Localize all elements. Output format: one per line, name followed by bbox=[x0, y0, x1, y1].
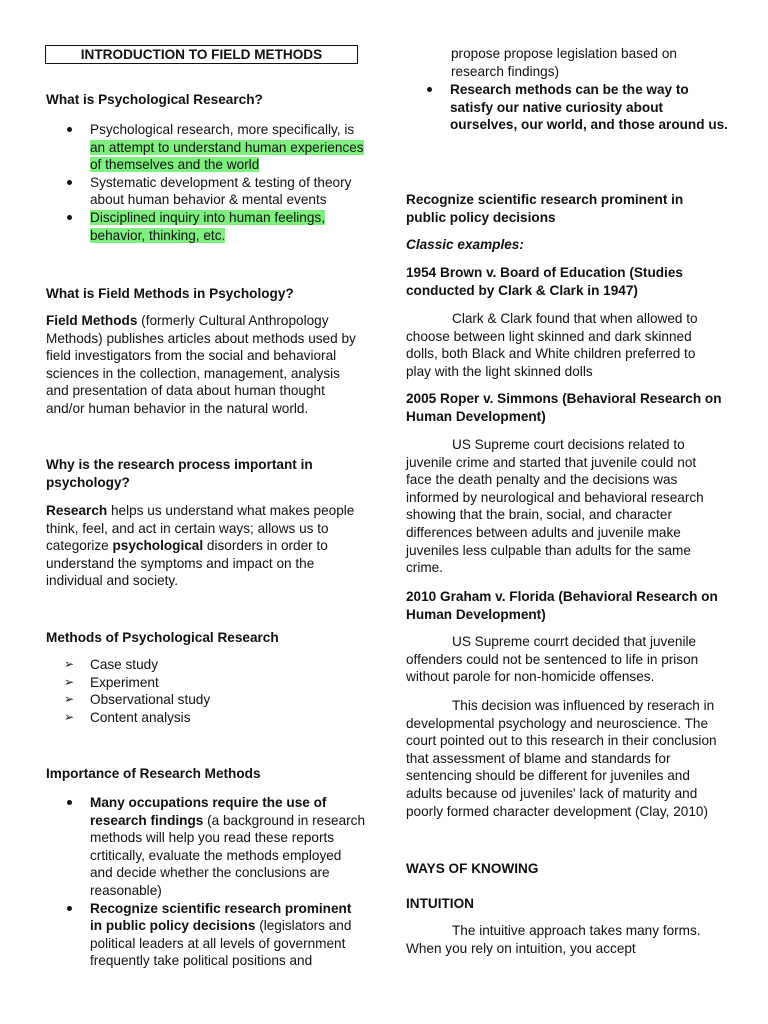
field-methods-paragraph: Field Methods (formerly Cultural Anthropology Methods) publishes articles about methods used by field investigators from the social and behavioral sciences in the collection, management, analysis and presentation of data about human thought and/or human behavior in the natural world. bbox=[46, 313, 356, 416]
list-item: Psychological research, more specifically, is an attempt to understand human experiences of themselves and the world bbox=[46, 121, 366, 174]
heading-ways-of-knowing: WAYS OF KNOWING bbox=[406, 861, 539, 876]
roper-paragraph: US Supreme court decisions related to juvenile crime and started that juvenile could not face the death penalty and the decisions was informed by neurological and behavioral research showing that the brain, social, and character differences between adults and juvenile make juveniles less culpable than adults for the same crime. bbox=[406, 437, 704, 576]
list-item: Recognize scientific research prominent in public policy decisions (legislators and political leaders at all levels of government frequently take political positions and bbox=[46, 900, 366, 970]
list-item bbox=[46, 209, 366, 244]
continued-text: propose propose legislation based on research findings) bbox=[451, 46, 677, 79]
heading-why-research: Why is the research process important in psychology? bbox=[46, 457, 313, 490]
curiosity-bullet bbox=[406, 81, 728, 134]
heading-importance: Importance of Research Methods bbox=[46, 766, 261, 781]
graham-paragraph-1: US Supreme courrt decided that juvenile offenders could not be sentenced to life in prison without parole for non-homicide offenses. bbox=[406, 634, 699, 685]
heading-roper: 2005 Roper v. Simmons (Behavioral Research on Human Development) bbox=[406, 391, 722, 424]
heading-graham: 2010 Graham v. Florida (Behavioral Research on Human Development) bbox=[406, 589, 718, 622]
heading-methods: Methods of Psychological Research bbox=[46, 630, 279, 645]
intuition-paragraph: The intuitive approach takes many forms. When you rely on intuition, you accept bbox=[406, 923, 701, 956]
list-item: ➢ Observational study bbox=[46, 691, 210, 709]
highlighted-text: an attempt to understand human experiences of themselves and the world bbox=[90, 139, 364, 173]
heading-intuition: INTUITION bbox=[406, 896, 474, 911]
list-item: Many occupations require the use of research findings (a background in research methods will help you read these reports crtitically, evaluate the methods employed and decide whether the conclusions are reasonable) bbox=[46, 794, 366, 900]
graham-paragraph-2: This decision was influenced by reserach in developmental psychology and neuroscience. The court pointed out to this research in their conclusion that assessment of blame and standards for sentencing should be different for juveniles and adults because od juveniles' lack of maturity and poorly formed character development (Clay, 2010) bbox=[406, 698, 717, 819]
psych-research-bullets bbox=[46, 121, 366, 244]
highlighted-text: Disciplined inquiry into human feelings, behavior, thinking, etc. bbox=[90, 209, 325, 243]
methods-list bbox=[46, 656, 210, 726]
list-item: Systematic development & testing of theory about human behavior & mental events bbox=[46, 174, 366, 209]
list-item: Research methods can be the way to satisfy our native curiosity about ourselves, our world, and those around us. bbox=[406, 81, 728, 134]
list-item: ➢ Content analysis bbox=[46, 709, 210, 727]
document-title: INTRODUCTION TO FIELD METHODS bbox=[45, 45, 358, 64]
heading-psych-research: What is Psychological Research? bbox=[46, 92, 263, 107]
list-item: ➢ Experiment bbox=[46, 674, 210, 692]
classic-examples-label: Classic examples: bbox=[406, 237, 524, 252]
list-item: ➢ Case study bbox=[46, 656, 210, 674]
heading-field-methods: What is Field Methods in Psychology? bbox=[46, 286, 294, 301]
brown-paragraph: Clark & Clark found that when allowed to choose between light skinned and dark skinned dolls, both Black and White children preferred to play with the light skinned dolls bbox=[406, 311, 698, 379]
heading-brown: 1954 Brown v. Board of Education (Studies conducted by Clark & Clark in 1947) bbox=[406, 265, 683, 298]
importance-list bbox=[46, 794, 366, 970]
why-research-paragraph: Research helps us understand what makes people think, feel, and act in certain ways; allows us to categorize psychological disorders in order to understand the symptoms and impact on the individual and society. bbox=[46, 503, 355, 589]
heading-recognize: Recognize scientific research prominent in public policy decisions bbox=[406, 192, 684, 225]
